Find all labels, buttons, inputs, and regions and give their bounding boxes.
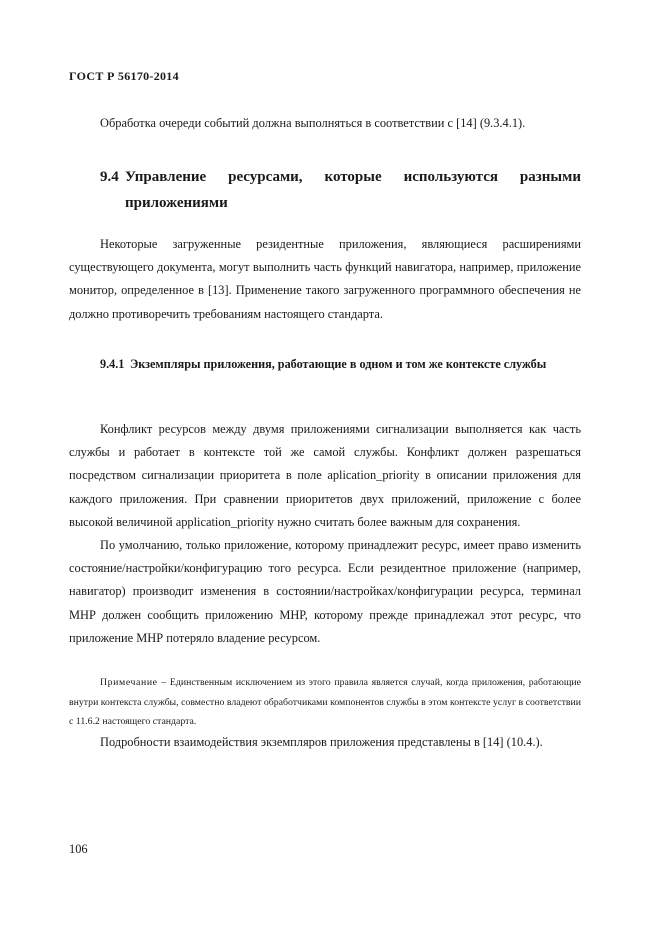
document-header: ГОСТ Р 56170-2014 (69, 69, 179, 83)
page-number: 106 (69, 842, 88, 856)
note-label: Примечание (100, 677, 158, 688)
subsection-title: Экземпляры приложения, работающие в одном и том же контексте службы (130, 357, 547, 371)
section-9-4-paragraph: Некоторые загруженные резидентные приложения, являющиеся расширениями существующего документа, могут выполнить часть функций навигатора, например, приложение монитор, определенное в [13]. Применение такого загруженного программного обеспечения не должно противоречить требованиям настоящего стандарта. (69, 237, 581, 321)
paragraph-default-ownership: По умолчанию, только приложение, которому принадлежит ресурс, имеет право изменить состояние/настройки/конфигурацию того ресурса. Если резидентное приложение (например, навигатор) производит изменения в состоянии/настройках/конфигурации ресурса, терминал МНР должен сообщить приложению МНР, которому прежде принадлежал этот ресурс, что приложение МНР потеряло владение ресурсом. (69, 538, 581, 645)
section-heading-9-4 (100, 164, 581, 216)
paragraph-resource-conflict: Конфликт ресурсов между двумя приложениями сигнализации выполняется как часть службы и работает в контексте той же самой службы. Конфликт должен разрешаться посредством сигнализации приоритета в поле aplication_priority в описании приложения для каждого приложения. При сравнении приоритетов двух приложений, приложение с более высокой величиной application_priority нужно считать более важным для сохранения. (69, 422, 581, 529)
section-number: 9.4 (100, 169, 119, 185)
section-title: Управление ресурсами, которые используются разными приложениями (125, 169, 581, 211)
intro-paragraph: Обработка очереди событий должна выполняться в соответствии с [14] (9.3.4.1). (100, 116, 526, 130)
note-block (69, 673, 581, 732)
subsection-body (69, 418, 581, 650)
note-text: – Единственным исключением из этого правила является случай, когда приложения, работающие внутри контекста службы, совместно владеют обработчиками компонентов службы в этом контексте услуг в соответствии с 11.6.2 настоящего стандарта. (69, 677, 581, 727)
subsection-heading-9-4-1 (100, 353, 581, 376)
final-paragraph: Подробности взаимодействия экземпляров приложения представлены в [14] (10.4.). (100, 735, 543, 749)
subsection-number: 9.4.1 (100, 357, 125, 371)
